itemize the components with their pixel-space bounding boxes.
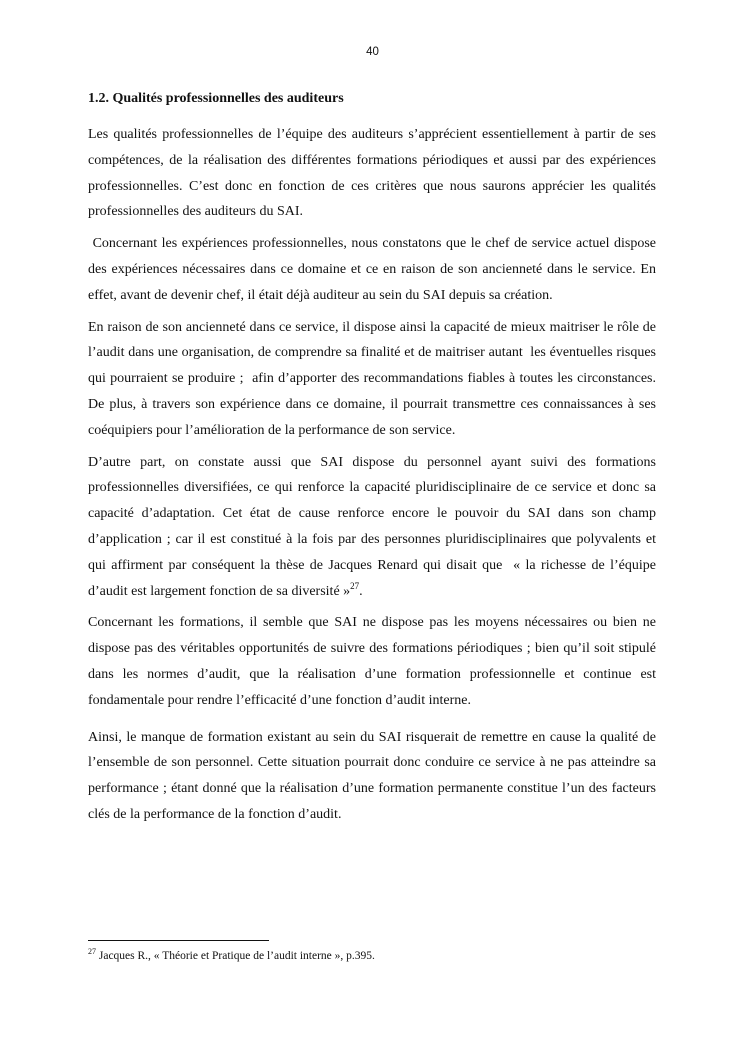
paragraph-4-text: D’autre part, on constate aussi que SAI dispose du personnel ayant suivi des formations professionnelles diversifiées, ce qui renforce la capacité pluridisciplinaire de ce service et donc sa capacité d’adaptation. Cet état de cause renforce encore le pouvoir du SAI dans son champ d’application ; car il est constitué à la fois par des personnes pluridisciplinaires que polyvalents et qui affirment par conséquent la thèse de Jacques Renard qui disait que « la richesse de l’équipe d’audit est largement fonction de sa diversité »: [88, 454, 660, 599]
paragraph-5: Concernant les formations, il semble que SAI ne dispose pas les moyens nécessaires ou bien ne dispose pas des véritables opportunités de suivre des formations périodiques ; bien qu’il soit stipulé dans les normes d’audit, que la réalisation d’une formation professionnelle et continue est fondamentale pour rendre l’efficacité d’une fonction d’audit interne.: [88, 615, 656, 708]
page-content: [88, 89, 660, 834]
footnote-number: 27: [88, 947, 96, 956]
footnote-separator: [88, 940, 269, 941]
paragraph-2: Concernant les expériences professionnelles, nous constatons que le chef de service actuel dispose des expériences nécessaires dans ce domaine et ce en raison de son ancienneté dans le service. En effet, avant de devenir chef, il était déjà auditeur au sein du SAI depuis sa création.: [88, 236, 660, 303]
footnote-text: Jacques R., « Théorie et Pratique de l’audit interne », p.395.: [96, 950, 375, 962]
paragraph-1: Les qualités professionnelles de l’équipe des auditeurs s’apprécient essentiellement à partir de ses compétences, de la réalisation des différentes formations périodiques et aussi par des expériences professionnelles. C’est donc en fonction de ces critères que nous saurons apprécier les qualités professionnelles des auditeurs du SAI.: [88, 127, 656, 220]
page-number: 40: [366, 46, 379, 58]
paragraph-3: En raison de son ancienneté dans ce service, il dispose ainsi la capacité de mieux maitriser le rôle de l’audit dans une organisation, de comprendre sa finalité et de maitriser autant les éventuelles risques qui pourraient se produire ; afin d’apporter des recommandations fiables à toutes les circonstances. De plus, à travers son expérience dans ce domaine, il pourrait transmettre ces connaissances à ses coéquipiers pour l’amélioration de la performance de son service.: [88, 319, 660, 438]
paragraph-4: [88, 450, 660, 605]
paragraph-6: Ainsi, le manque de formation existant au sein du SAI risquerait de remettre en cause la qualité de l’ensemble de son personnel. Cette situation pourrait donc conduire ce service à ne pas atteindre sa performance ; étant donné que la réalisation d’une formation permanente constitue l’un des facteurs clés de la performance de la fonction d’audit.: [88, 729, 656, 822]
footnote-reference: 27: [350, 580, 360, 591]
paragraph-4-end: .: [359, 583, 363, 599]
footnote: [88, 948, 656, 964]
section-title: 1.2. Qualités professionnelles des auditeurs: [88, 91, 344, 106]
